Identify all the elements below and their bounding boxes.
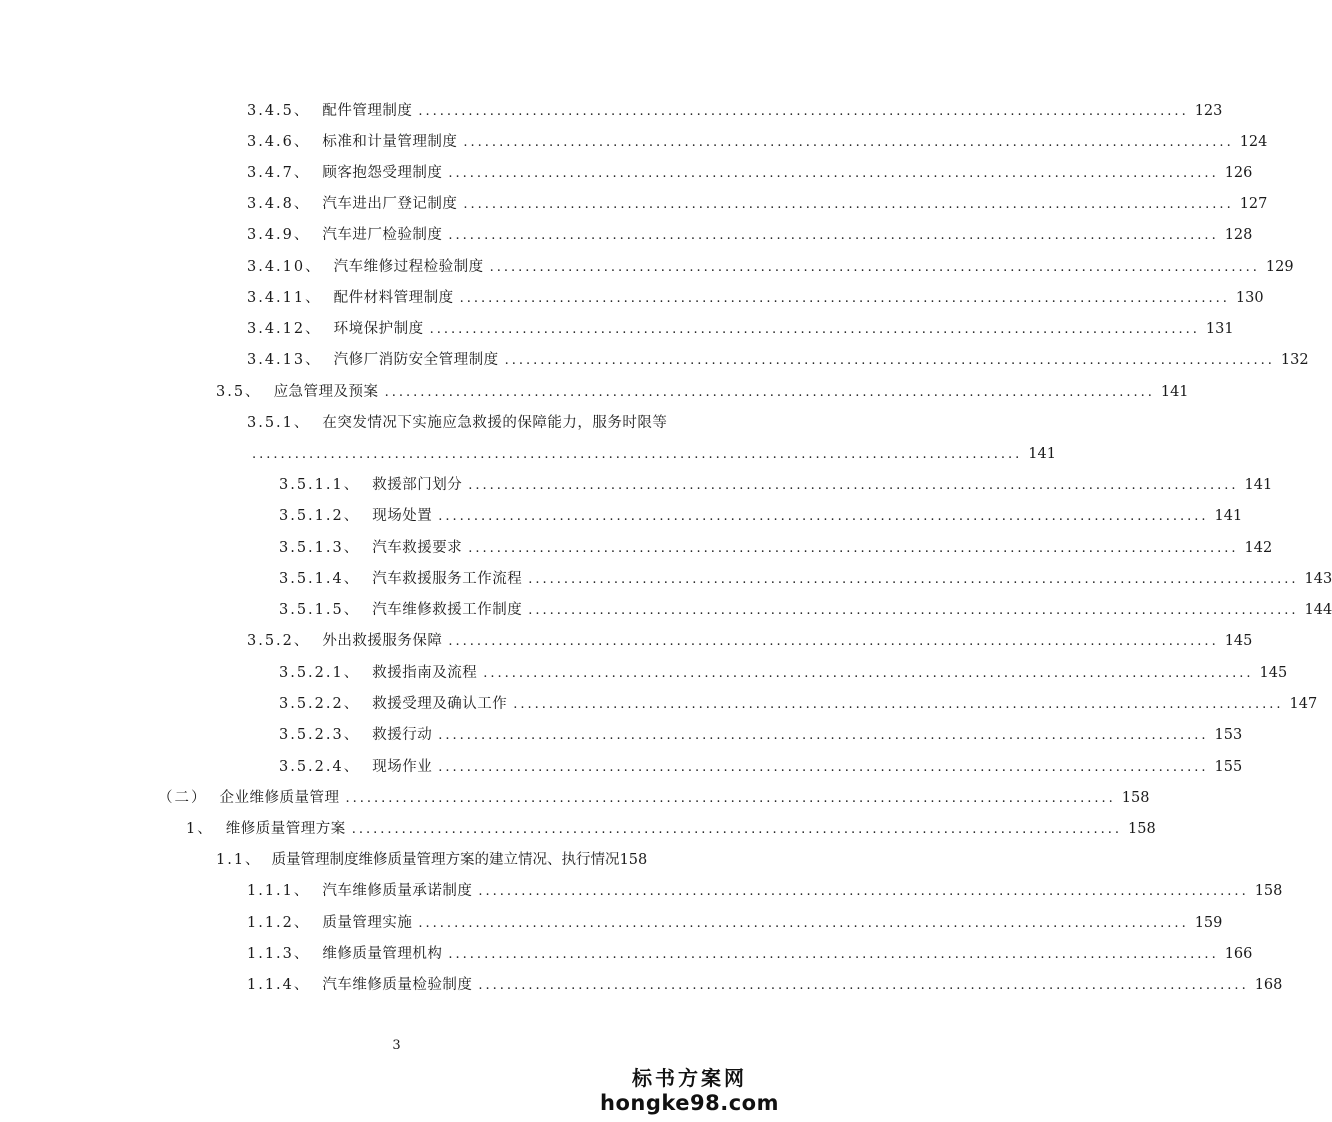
toc-entry[interactable] bbox=[216, 849, 673, 871]
toc-page: 128 bbox=[1224, 227, 1253, 243]
toc-entry[interactable] bbox=[247, 256, 1294, 278]
toc-title: 企业维修质量管理 bbox=[219, 790, 340, 806]
toc-page: 153 bbox=[1214, 727, 1243, 743]
toc-page: 129 bbox=[1265, 259, 1294, 275]
toc-page: 144 bbox=[1304, 602, 1332, 618]
toc-number: 3.5.2.3、 bbox=[279, 727, 361, 743]
toc-number: 3.4.13、 bbox=[247, 352, 322, 368]
toc-page: 126 bbox=[1224, 165, 1253, 181]
toc-title: 汽修厂消防安全管理制度 bbox=[333, 352, 499, 368]
toc-number: 3.4.12、 bbox=[247, 321, 322, 337]
toc-number: 3.5.2、 bbox=[247, 633, 311, 649]
dot-leader: ............................................................................................................ bbox=[438, 728, 1209, 743]
dot-leader: ............................................................................................................ bbox=[504, 353, 1275, 368]
toc-page: 131 bbox=[1205, 321, 1234, 337]
toc-entry[interactable] bbox=[279, 662, 1288, 684]
toc-number: 3.4.5、 bbox=[247, 103, 311, 119]
toc-page: 168 bbox=[1254, 977, 1283, 993]
toc-entry[interactable] bbox=[279, 693, 1318, 715]
toc-entry[interactable] bbox=[247, 318, 1234, 340]
toc-number: 3.5.1.2、 bbox=[279, 508, 361, 524]
dot-leader: ............................................................................................................ bbox=[489, 260, 1260, 275]
dot-leader: ............................................................................................................ bbox=[351, 822, 1123, 837]
toc-number: 3.5.1、 bbox=[247, 415, 311, 431]
toc-entry[interactable] bbox=[247, 100, 1223, 122]
toc-title: 救援部门划分 bbox=[372, 477, 463, 493]
toc-entry[interactable] bbox=[247, 131, 1268, 153]
toc-page: 158 bbox=[1121, 790, 1150, 806]
toc-entry[interactable] bbox=[247, 630, 1253, 652]
toc-page: 141 bbox=[1160, 384, 1189, 400]
page-number: 3 bbox=[392, 1038, 401, 1053]
dot-leader: ............................................................................................................ bbox=[528, 603, 1299, 618]
toc-number: 3.4.7、 bbox=[247, 165, 311, 181]
toc-title: 汽车维修质量检验制度 bbox=[322, 977, 473, 993]
toc-number: 3.5.1.3、 bbox=[279, 540, 361, 556]
toc-entry[interactable] bbox=[216, 381, 1189, 403]
toc-title: 配件材料管理制度 bbox=[333, 290, 454, 306]
toc-page: 159 bbox=[1194, 915, 1223, 931]
toc-number: 3.4.6、 bbox=[247, 134, 311, 150]
dot-leader: ............................................................................................................ bbox=[438, 760, 1209, 775]
toc-title: 外出救援服务保障 bbox=[322, 633, 443, 649]
toc-page: 145 bbox=[1259, 665, 1288, 681]
toc-entry[interactable] bbox=[247, 974, 1283, 996]
toc-number: 3.5.2.1、 bbox=[279, 665, 361, 681]
toc-number: 3.4.11、 bbox=[247, 290, 322, 306]
toc-title: 标准和计量管理制度 bbox=[322, 134, 458, 150]
toc-title: 在突发情况下实施应急救援的保障能力，服务时限等 bbox=[322, 415, 668, 431]
toc-page: 166 bbox=[1224, 946, 1253, 962]
toc-number: 3.5.1.5、 bbox=[279, 602, 361, 618]
dot-leader: ............................................................................................................ bbox=[418, 104, 1189, 119]
toc-page: 158 bbox=[1254, 883, 1283, 899]
toc-page: 158 bbox=[619, 852, 648, 868]
dot-leader: ............................................................................................................ bbox=[513, 697, 1284, 712]
toc-entry[interactable] bbox=[279, 505, 1243, 527]
toc-title: 质量管理制度维修质量管理方案的建立情况、执行情况 bbox=[271, 852, 620, 868]
toc-number: （二） bbox=[158, 790, 208, 806]
dot-leader: ............................................................................................................ bbox=[468, 478, 1239, 493]
toc-title: 应急管理及预案 bbox=[273, 384, 379, 400]
toc-title: 维修质量管理机构 bbox=[322, 946, 443, 962]
dot-leader: ............................................................................................................ bbox=[463, 135, 1234, 150]
dot-leader: ............................................................................................................ bbox=[418, 916, 1189, 931]
toc-page: 158 bbox=[1128, 821, 1156, 837]
dot-leader: ............................................................................................................ bbox=[463, 197, 1234, 212]
toc-page: 147 bbox=[1289, 696, 1318, 712]
toc-title: 汽车救援要求 bbox=[372, 540, 463, 556]
toc-number: 3.5.1.4、 bbox=[279, 571, 361, 587]
toc-number: 3.5、 bbox=[216, 384, 262, 400]
dot-leader: ............................................................................................................ bbox=[478, 978, 1249, 993]
toc-entry-continuation[interactable] bbox=[252, 443, 1056, 465]
dot-leader: ............................................................................................................ bbox=[448, 228, 1219, 243]
toc-title: 环境保护制度 bbox=[333, 321, 424, 337]
toc-entry[interactable] bbox=[279, 537, 1273, 559]
toc-title: 现场处置 bbox=[372, 508, 433, 524]
toc-title: 救援受理及确认工作 bbox=[372, 696, 508, 712]
toc-title: 现场作业 bbox=[372, 759, 433, 775]
toc-number: 1.1.4、 bbox=[247, 977, 311, 993]
toc-title: 救援指南及流程 bbox=[372, 665, 478, 681]
toc-page: 124 bbox=[1239, 134, 1268, 150]
dot-leader: ............................................................................................................ bbox=[252, 447, 1023, 462]
toc-number: 3.4.10、 bbox=[247, 259, 322, 275]
toc-page: 145 bbox=[1224, 633, 1253, 649]
toc-number: 1、 bbox=[186, 821, 214, 837]
dot-leader: ............................................................................................................ bbox=[459, 291, 1230, 306]
toc-page: 155 bbox=[1214, 759, 1243, 775]
watermark-url: hongke98.com bbox=[600, 1091, 779, 1115]
toc-page: 127 bbox=[1239, 196, 1268, 212]
toc-title: 汽车救援服务工作流程 bbox=[372, 571, 523, 587]
toc-title: 救援行动 bbox=[372, 727, 433, 743]
toc-page: 141 bbox=[1214, 508, 1243, 524]
toc-title: 维修质量管理方案 bbox=[225, 821, 346, 837]
toc-entry[interactable] bbox=[279, 568, 1332, 590]
dot-leader: ............................................................................................................ bbox=[384, 385, 1155, 400]
toc-entry[interactable] bbox=[279, 474, 1273, 496]
toc-title: 汽车维修质量承诺制度 bbox=[322, 883, 473, 899]
toc-entry-wrapped[interactable] bbox=[247, 412, 673, 434]
dot-leader: ............................................................................................................ bbox=[429, 322, 1200, 337]
dot-leader: ............................................................................................................ bbox=[448, 947, 1219, 962]
toc-number: 3.5.2.4、 bbox=[279, 759, 361, 775]
toc-title: 质量管理实施 bbox=[322, 915, 413, 931]
toc-entry[interactable] bbox=[247, 193, 1268, 215]
dot-leader: ............................................................................................................ bbox=[438, 509, 1209, 524]
toc-entry[interactable] bbox=[279, 724, 1243, 746]
toc-title: 汽车进出厂登记制度 bbox=[322, 196, 458, 212]
toc-entry[interactable] bbox=[247, 224, 1253, 246]
toc-entry[interactable] bbox=[186, 818, 1156, 840]
dot-leader: ............................................................................................................ bbox=[483, 666, 1254, 681]
toc-title: 汽车维修救援工作制度 bbox=[372, 602, 523, 618]
toc-title: 配件管理制度 bbox=[322, 103, 413, 119]
toc-entry[interactable] bbox=[158, 787, 1150, 809]
toc-page: 130 bbox=[1235, 290, 1264, 306]
toc-number: 3.4.9、 bbox=[247, 227, 311, 243]
dot-leader: ............................................................................................................ bbox=[528, 572, 1299, 587]
dot-leader: ............................................................................................................ bbox=[448, 166, 1219, 181]
toc-page: 123 bbox=[1194, 103, 1223, 119]
toc-entry[interactable] bbox=[247, 349, 1309, 371]
toc-page: 141 bbox=[1244, 477, 1273, 493]
toc-entry[interactable] bbox=[247, 943, 1253, 965]
toc-number: 1.1.1、 bbox=[247, 883, 311, 899]
dot-leader: ............................................................................................................ bbox=[478, 884, 1249, 899]
dot-leader: ............................................................................................................ bbox=[345, 791, 1116, 806]
toc-page: 142 bbox=[1244, 540, 1273, 556]
toc-entry[interactable] bbox=[247, 162, 1253, 184]
toc-number: 3.4.8、 bbox=[247, 196, 311, 212]
toc-title: 汽车维修过程检验制度 bbox=[333, 259, 484, 275]
toc-page: 143 bbox=[1304, 571, 1332, 587]
toc-entry[interactable] bbox=[247, 912, 1223, 934]
toc-entry[interactable] bbox=[247, 287, 1264, 309]
dot-leader: ............................................................................................................ bbox=[468, 541, 1239, 556]
watermark-name: 标书方案网 bbox=[632, 1066, 748, 1090]
toc-page: 132 bbox=[1280, 352, 1309, 368]
toc-number: 1.1.3、 bbox=[247, 946, 311, 962]
dot-leader: ............................................................................................................ bbox=[448, 634, 1219, 649]
toc-title: 顾客抱怨受理制度 bbox=[322, 165, 443, 181]
toc-page: 141 bbox=[1028, 446, 1056, 462]
toc-number: 1.1.2、 bbox=[247, 915, 311, 931]
toc-entry[interactable] bbox=[279, 756, 1243, 778]
toc-number: 1.1、 bbox=[216, 852, 262, 868]
toc-entry[interactable] bbox=[247, 880, 1283, 902]
toc-number: 3.5.2.2、 bbox=[279, 696, 361, 712]
toc-number: 3.5.1.1、 bbox=[279, 477, 361, 493]
watermark-logo bbox=[600, 1066, 779, 1116]
toc-entry[interactable] bbox=[279, 599, 1332, 621]
toc-title: 汽车进厂检验制度 bbox=[322, 227, 443, 243]
